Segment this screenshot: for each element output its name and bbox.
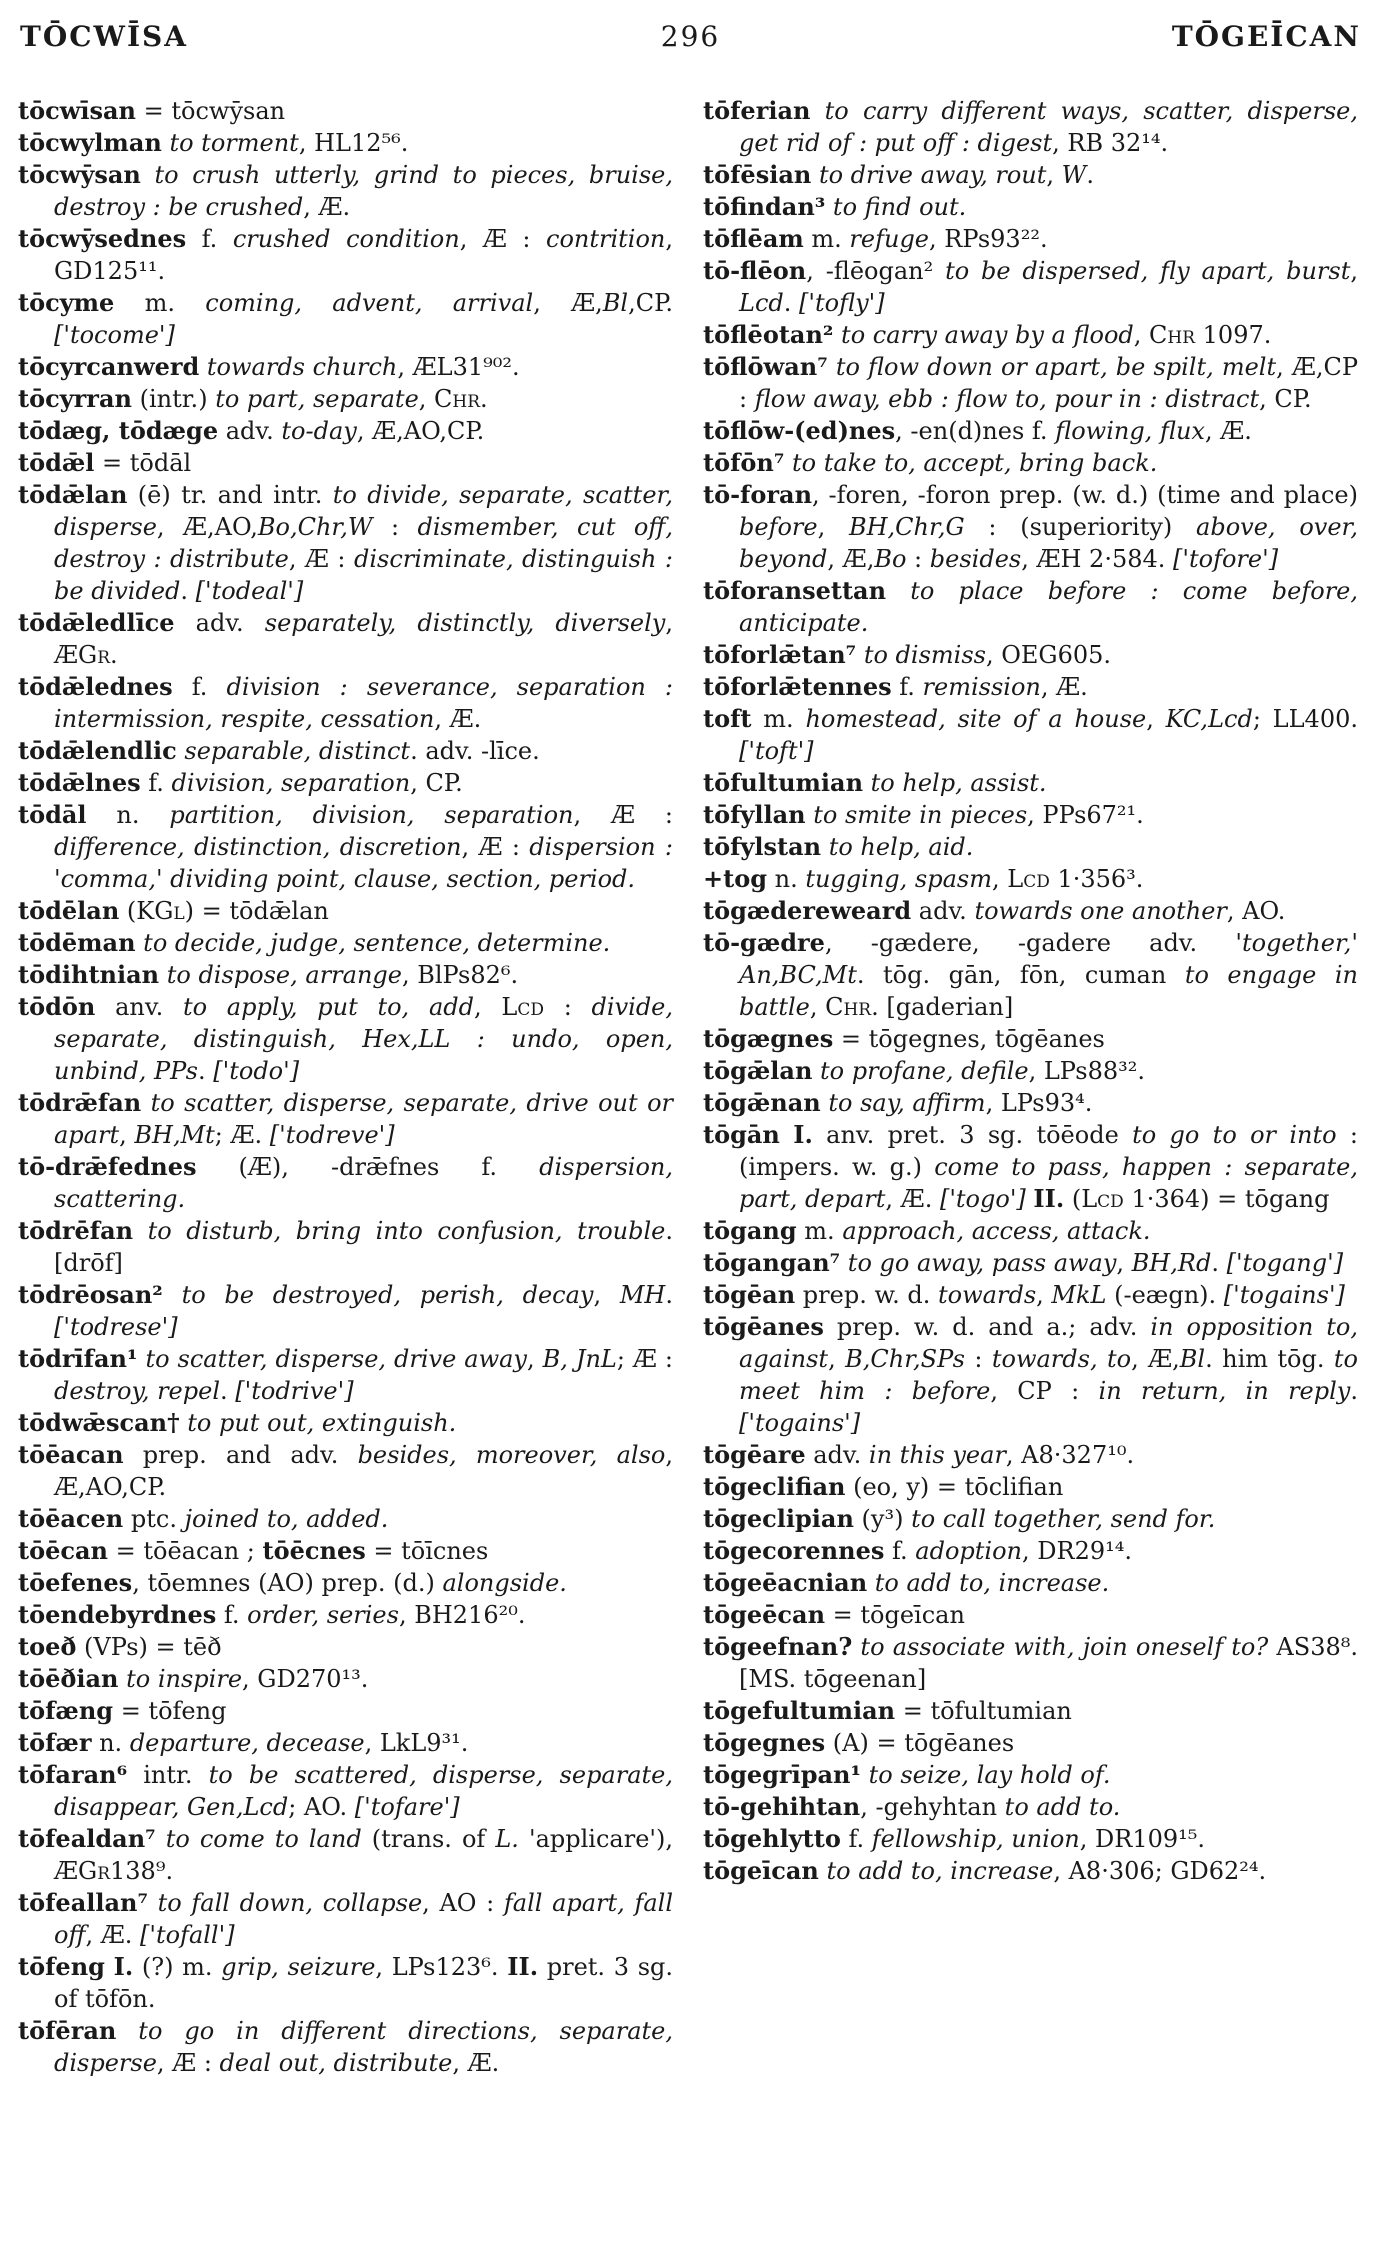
dictionary-entry: tōgægnes = tōgegnes, tōgēanes	[703, 1024, 1105, 1053]
dictionary-entry: tōgǣlan to profane, defile, LPs88³².	[703, 1056, 1146, 1085]
dictionary-entry: tōcyme m. coming, advent, arrival, Æ,Bl,CP. ['tocome']	[18, 288, 673, 349]
dictionary-entry: tōgeēacnian to add to, increase.	[703, 1568, 1110, 1597]
dictionary-entry: tōfindan³ to find out.	[703, 192, 967, 221]
dictionary-entry: tōdwǣscan† to put out, extinguish.	[18, 1408, 457, 1437]
dictionary-entry: tōgeīcan to add to, increase, A8·306; GD62²⁴.	[703, 1856, 1267, 1885]
dictionary-entry: tōdihtnian to dispose, arrange, BlPs82⁶.	[18, 960, 519, 989]
dictionary-entry: tōgēan prep. w. d. towards, MkL (-eægn). ['togains']	[703, 1280, 1345, 1309]
dictionary-entry: tōfēran to go in different directions, separate, disperse, Æ : deal out, distribute, Æ.	[18, 2016, 673, 2077]
dictionary-entry: tōgēare adv. in this year, A8·327¹⁰.	[703, 1440, 1135, 1469]
dictionary-entry: tōfaran⁶ intr. to be scattered, disperse, separate, disappear, Gen,Lcd; AO. ['tofare']	[18, 1760, 673, 1821]
dictionary-entry: +tog n. tugging, spasm, Lcd 1·356³.	[703, 864, 1144, 893]
dictionary-entry: tōēacan prep. and adv. besides, moreover, also, Æ,AO,CP.	[18, 1440, 674, 1501]
dictionary-entry: tō-gædre, -gædere, -gadere adv. 'together,' An,BC,Mt. tōg. gān, fōn, cuman to engage in battle, Chr. [gaderian]	[703, 928, 1358, 1021]
dictionary-entry: tōferian to carry different ways, scatter, disperse, get rid of : put off : digest, RB 32¹⁴.	[703, 96, 1358, 157]
page-number: 296	[660, 20, 721, 53]
dictionary-entry: tōdǣlednes f. division : severance, separation : intermission, respite, cessation, Æ.	[18, 672, 673, 733]
dictionary-entry: tōgangan⁷ to go away, pass away, BH,Rd. ['togang']	[703, 1248, 1344, 1277]
right-column	[703, 95, 1358, 2079]
dictionary-entry: tōgeclipian (y³) to call together, send for.	[703, 1504, 1216, 1533]
dictionary-entry: tōcwīsan = tōcwȳsan	[18, 96, 286, 125]
dictionary-entry: tōflēam m. refuge, RPs93²².	[703, 224, 1048, 253]
dictionary-entry: tō-foran, -foren, -foron prep. (w. d.) (time and place) before, BH,Chr,G : (superiority) above, over, beyond, Æ,Bo : besides, ÆH 2·584. ['tofore']	[703, 480, 1358, 573]
dictionary-entry: tōdǣledlīce adv. separately, distinctly, diversely, ÆGr.	[18, 608, 673, 669]
dictionary-entry: tōdǣl = tōdāl	[18, 448, 192, 477]
dictionary-entry: tōfylstan to help, aid.	[703, 832, 974, 861]
dictionary-entry: tōflēotan² to carry away by a flood, Chr 1097.	[703, 320, 1272, 349]
dictionary-entry: tōgehlytto f. fellowship, union, DR109¹⁵.	[703, 1824, 1206, 1853]
dictionary-entry: tōcyrran (intr.) to part, separate, Chr.	[18, 384, 488, 413]
dictionary-entry: tōdrǣfan to scatter, disperse, separate, drive out or apart, BH,Mt; Æ. ['todreve']	[18, 1088, 673, 1149]
header-guide-word-right: TŌGEĪCAN	[1171, 20, 1361, 53]
dictionary-entry: tōdāl n. partition, division, separation, Æ : difference, distinction, discretion, Æ : dispersion : 'comma,' dividing point, clause, section, period.	[18, 800, 674, 893]
dictionary-entry: tōfeng I. (?) m. grip, seizure, LPs123⁶. II. pret. 3 sg. of tōfōn.	[18, 1952, 674, 2013]
dictionary-entry: tōfæng = tōfeng	[18, 1696, 227, 1725]
dictionary-entry: tōfeallan⁷ to fall down, collapse, AO : fall apart, fall off, Æ. ['tofall']	[18, 1888, 674, 1949]
text-columns	[18, 95, 1363, 2079]
dictionary-entry: tōforlǣtan⁷ to dismiss, OEG605.	[703, 640, 1112, 669]
dictionary-entry: toft m. homestead, site of a house, KC,Lcd; LL400. ['toft']	[703, 704, 1358, 765]
dictionary-entry: tōēðian to inspire, GD270¹³.	[18, 1664, 369, 1693]
page-header	[18, 14, 1363, 53]
dictionary-entry: tōgeclifian (eo, y) = tōclifian	[703, 1472, 1064, 1501]
dictionary-entry: tōdæg, tōdæge adv. to-day, Æ,AO,CP.	[18, 416, 485, 445]
dictionary-entry: tōdōn anv. to apply, put to, add, Lcd : divide, separate, distinguish, Hex,LL : undo, open, unbind, PPs. ['todo']	[18, 992, 674, 1085]
dictionary-entry: tōdrēosan² to be destroyed, perish, decay, MH. ['todrese']	[18, 1280, 673, 1341]
dictionary-entry: tōendebyrdnes f. order, series, BH216²⁰.	[18, 1600, 526, 1629]
dictionary-entry: tōēcan = tōēacan ; tōēcnes = tōīcnes	[18, 1536, 489, 1565]
dictionary-entry: tōgeēcan = tōgeīcan	[703, 1600, 965, 1629]
dictionary-entry: tōgegnes (A) = tōgēanes	[703, 1728, 1015, 1757]
dictionary-entry: tōēacen ptc. joined to, added.	[18, 1504, 389, 1533]
dictionary-entry: tōfealdan⁷ to come to land (trans. of L. 'applicare'), ÆGr138⁹.	[18, 1824, 673, 1885]
dictionary-entry: tōdǣlendlic separable, distinct. adv. -līce.	[18, 736, 540, 765]
dictionary-entry: tōcwȳsednes f. crushed condition, Æ : contrition, GD125¹¹.	[18, 224, 674, 285]
dictionary-entry: tōgēanes prep. w. d. and a.; adv. in opposition to, against, B,Chr,SPs : towards, to, Æ,Bl. him tōg. to meet him : before, CP : in return, in reply. ['togains']	[703, 1312, 1358, 1437]
dictionary-entry: tōcwȳsan to crush utterly, grind to pieces, bruise, destroy : be crushed, Æ.	[18, 160, 673, 221]
dictionary-entry: tōfultumian to help, assist.	[703, 768, 1047, 797]
dictionary-entry: tōfær n. departure, decease, LkL9³¹.	[18, 1728, 469, 1757]
dictionary-entry: tōgeefnan? to associate with, join oneself to? AS38⁸. [MS. tōgeenan]	[703, 1632, 1358, 1693]
dictionary-entry: tōfēsian to drive away, rout, W.	[703, 160, 1094, 189]
dictionary-entry: tōgecorennes f. adoption, DR29¹⁴.	[703, 1536, 1132, 1565]
dictionary-entry: tōdǣlnes f. division, separation, CP.	[18, 768, 463, 797]
dictionary-entry: tōgegrīpan¹ to seize, lay hold of.	[703, 1760, 1111, 1789]
dictionary-entry: tōefenes, tōemnes (AO) prep. (d.) alongside.	[18, 1568, 567, 1597]
dictionary-entry: tōfyllan to smite in pieces, PPs67²¹.	[703, 800, 1144, 829]
dictionary-entry: tōgǣnan to say, affirm, LPs93⁴.	[703, 1088, 1093, 1117]
dictionary-entry: tō-gehihtan, -gehyhtan to add to.	[703, 1792, 1121, 1821]
dictionary-entry: toeð (VPs) = tēð	[18, 1632, 222, 1661]
dictionary-entry: tōforansettan to place before : come before, anticipate.	[703, 576, 1358, 637]
dictionary-entry: tōdēman to decide, judge, sentence, determine.	[18, 928, 611, 957]
dictionary-entry: tōflōwan⁷ to flow down or apart, be spilt, melt, Æ,CP : flow away, ebb : flow to, pour in : distract, CP.	[703, 352, 1359, 413]
left-column	[18, 95, 673, 2079]
dictionary-entry: tōcwylman to torment, HL12⁵⁶.	[18, 128, 409, 157]
dictionary-entry: tōflōw-(ed)nes, -en(d)nes f. flowing, flux, Æ.	[703, 416, 1252, 445]
dictionary-entry: tōfōn⁷ to take to, accept, bring back.	[703, 448, 1158, 477]
dictionary-entry: tōdēlan (KGl) = tōdǣlan	[18, 896, 329, 925]
dictionary-entry: tōcyrcanwerd towards church, ÆL31⁹⁰².	[18, 352, 520, 381]
dictionary-entry: tōdǣlan (ē) tr. and intr. to divide, separate, scatter, disperse, Æ,AO,Bo,Chr,W : dismember, cut off, destroy : distribute, Æ : discriminate, distinguish : be divided. ['todeal']	[18, 480, 674, 605]
dictionary-entry: tōdrēfan to disturb, bring into confusion, trouble. [drōf]	[18, 1216, 673, 1277]
dictionary-entry: tō-flēon, -flēogan² to be dispersed, fly apart, burst, Lcd. ['tofly']	[703, 256, 1358, 317]
dictionary-entry: tōforlǣtennes f. remission, Æ.	[703, 672, 1088, 701]
dictionary-entry: tōgang m. approach, access, attack.	[703, 1216, 1151, 1245]
dictionary-entry: tōgān I. anv. pret. 3 sg. tōēode to go to or into : (impers. w. g.) come to pass, happen : separate, part, depart, Æ. ['togo'] II. (Lcd 1·364) = tōgang	[703, 1120, 1358, 1213]
dictionary-entry: tōgædereweard adv. towards one another, AO.	[703, 896, 1286, 925]
dictionary-entry: tō-drǣfednes (Æ), -drǣfnes f. dispersion, scattering.	[18, 1152, 673, 1213]
header-guide-word-left: TŌCWĪSA	[20, 20, 188, 53]
dictionary-entry: tōdrīfan¹ to scatter, disperse, drive away, B, JnL; Æ : destroy, repel. ['todrive']	[18, 1344, 674, 1405]
dictionary-entry: tōgefultumian = tōfultumian	[703, 1696, 1072, 1725]
